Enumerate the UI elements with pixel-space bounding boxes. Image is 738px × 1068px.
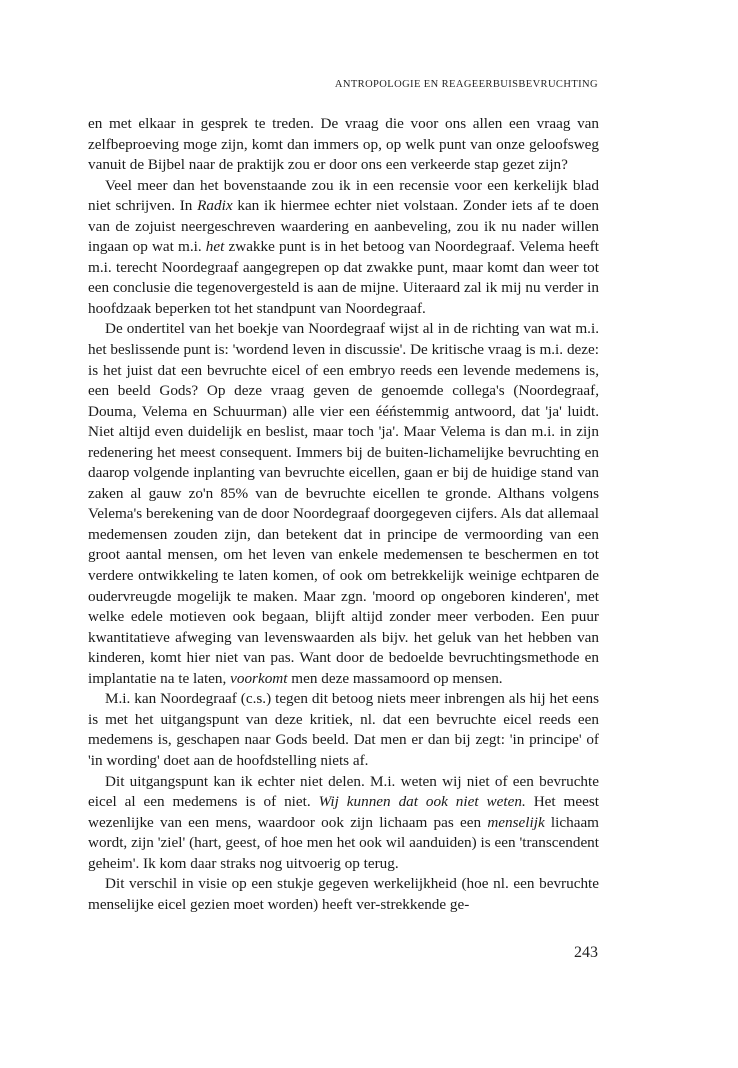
text-run: en met elkaar in gesprek te treden. De vraag die voor ons allen een vraag van zelfbeproeving moge zijn, komt dan immers op, op welk punt van onze geloofsweg vanuit de Bijbel naar de praktijk zou er door ons een verkeerde stap gezet zijn? xyxy=(88,115,599,174)
italic-run: menselijk xyxy=(487,813,545,831)
paragraph xyxy=(88,772,599,875)
page-number: 243 xyxy=(574,944,598,961)
italic-run: voorkomt xyxy=(230,669,288,687)
text-run: Dit verschil in visie op een stukje gegeven werkelijkheid (hoe nl. een bevruchte menselijke eicel gezien moet worden) heeft ver-strekkende ge- xyxy=(88,875,599,913)
paragraph xyxy=(88,689,599,771)
paragraph xyxy=(88,114,599,176)
running-head: ANTROPOLOGIE EN REAGEERBUISBEVRUCHTING xyxy=(334,79,598,90)
italic-run: Radix xyxy=(197,197,233,215)
text-run: Veel meer dan het bovenstaande zou ik in een recensie voor een kerkelijk blad niet schrijven. In xyxy=(88,176,599,215)
body-text xyxy=(88,114,599,915)
text-run: Het meest wezenlijke van een mens, waardoor ook zijn lichaam pas een xyxy=(88,793,599,831)
text-run: zwakke punt is in het betoog van Noordegraaf. Velema heeft m.i. terecht Noordegraaf aangegrepen op dat zwakke punt, maar komt dan weer tot een conclusie die tegenovergesteld is aan de mijne. Uiteraard zal ik mij nu verder in hoofdzaak beperken tot het standpunt van Noordegraaf. xyxy=(88,238,599,317)
italic-run: het xyxy=(205,238,225,256)
text-run: Dit uitgangspunt kan ik echter niet delen. M.i. weten wij niet of een bevruchte eicel al een medemens is of niet. xyxy=(88,772,599,811)
text-run: kan ik hiermee echter niet volstaan. Zonder iets af te doen van de zojuist neergeschreven waardering en aanbeveling, zou ik nu nader willen ingaan op wat m.i. xyxy=(88,197,599,256)
italic-run: Wij kunnen dat ook niet weten. xyxy=(318,793,526,811)
text-run: men deze massamoord op mensen. xyxy=(287,669,503,687)
text-run: lichaam wordt, zijn 'ziel' (hart, geest, of hoe men het ook wil aanduiden) is een 'transcendent geheim'. Ik kom daar straks nog uitvoerig op terug. xyxy=(88,813,599,872)
text-run: De ondertitel van het boekje van Noordegraaf wijst al in de richting van wat m.i. het beslissende punt is: 'wordend leven in discussie'. De kritische vraag is m.i. deze: is het juist dat een bevruchte eicel of een embryo reeds een levende medemens is, een beeld Gods? Op deze vraag geven de genoemde collega's (Noordegraaf, Douma, Velema en Schuurman) alle vier een ééństemmig antwoord, dat 'ja' luidt. Niet altijd even duidelijk en beslist, maar toch 'ja'. Maar Velema is dan m.i. in zijn redenering het meest consequent. Immers bij de buiten-lichamelijke bevruchting en daarop volgende inplanting van bevruchte eicellen, gaan er bij de huidige stand van zaken al gauw zo'n 85% van de bevruchte eicellen te gronde. Althans volgens Velema's berekening van de door Noordegraaf doorgegeven cijfers. Als dat allemaal medemensen zouden zijn, dan betekent dat in principe de vermoording van een groot aantal mensen, om het leven van enkele medemensen te beschermen en tot verdere ontwikkeling te laten komen, of ook om betrekkelijk weinige echtparen de oudervreugde mogelijk te maken. Maar zgn. 'moord op ongeboren kinderen', met welke edele motieven ook begaan, blijft altijd zonder meer verboden. Een puur kwantitatieve afweging van levenswaarden als bijv. het geluk van het hebben van kinderen, komt hier niet van pas. Want door de bedoelde bevruchtingsmethode en implantatie na te laten, xyxy=(88,320,599,687)
paragraph xyxy=(88,874,599,915)
paragraph xyxy=(88,176,599,320)
text-run: M.i. kan Noordegraaf (c.s.) tegen dit betoog niets meer inbrengen als hij het eens is met het uitgangspunt van deze kritiek, nl. dat een bevruchte eicel reeds een medemens is, geschapen naar Gods beeld. Dat men er dan bij zegt: 'in principe' of 'in wording' doet aan de hoofdstelling niets af. xyxy=(88,690,599,769)
paragraph xyxy=(88,319,599,689)
